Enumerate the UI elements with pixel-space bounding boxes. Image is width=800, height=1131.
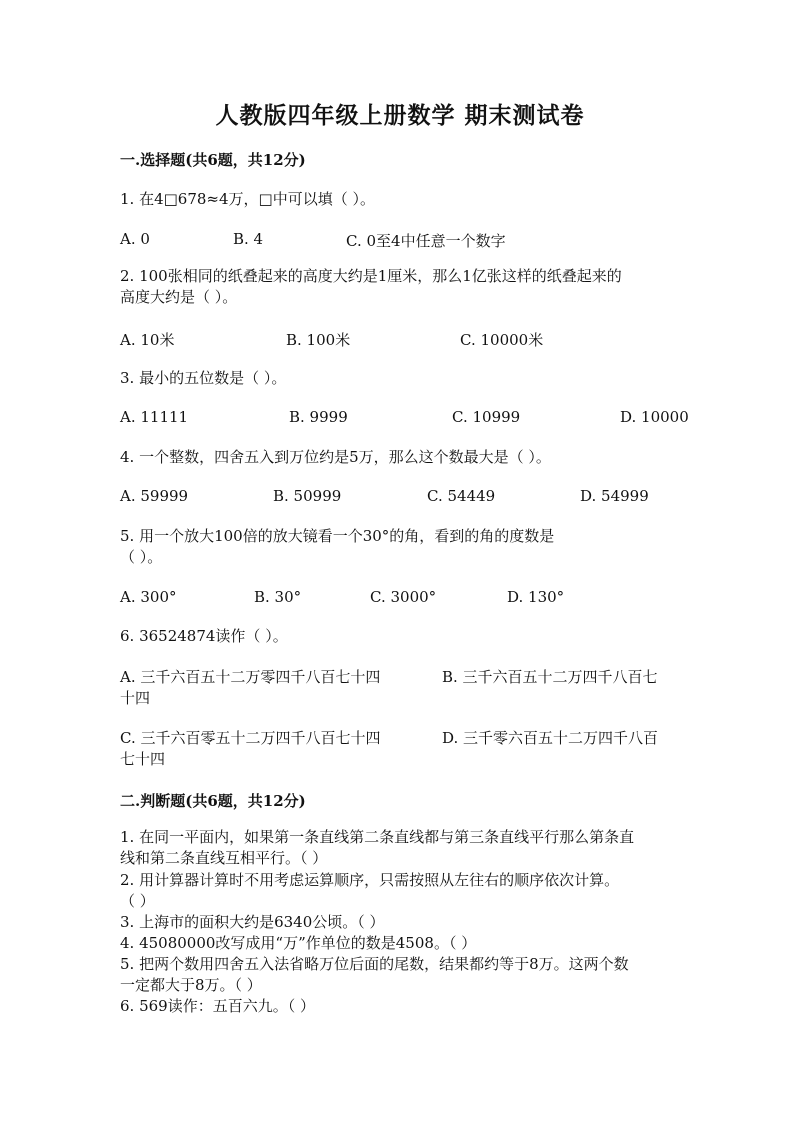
option-b: B. 4 bbox=[233, 230, 264, 248]
option-a: A. 三千六百五十二万零四千八百七十四 bbox=[120, 668, 381, 686]
judgment-line: 4. 45080000改写成用“万”作单位的数是4508。（ ） bbox=[120, 934, 477, 952]
option-d: D. 10000 bbox=[620, 408, 689, 426]
option-c: C. 0至4中任意一个数字 bbox=[346, 232, 506, 250]
judgment-line: 1. 在同一平面内，如果第一条直线第二条直线都与第三条直线平行那么第条直 bbox=[120, 828, 635, 846]
option-a: A. 0 bbox=[120, 230, 150, 248]
option-a: A. 59999 bbox=[120, 487, 189, 505]
option-c: C. 3000° bbox=[370, 588, 437, 606]
page-title: 人教版四年级上册数学 期末测试卷 bbox=[215, 102, 585, 129]
question-stem: 5. 用一个放大100倍的放大镜看一个30°的角，看到的角的度数是 bbox=[120, 527, 555, 545]
question-stem: 3. 最小的五位数是（ ）。 bbox=[120, 369, 287, 387]
option-d: D. 54999 bbox=[580, 487, 649, 505]
option-c: C. 三千六百零五十二万四千八百七十四 bbox=[120, 729, 381, 747]
option-b: B. 50999 bbox=[273, 487, 342, 505]
option-b: B. 9999 bbox=[289, 408, 348, 426]
question-stem: （ ）。 bbox=[120, 548, 163, 566]
judgment-line: 2. 用计算器计算时不用考虑运算顺序，只需按照从左往右的顺序依次计算。 bbox=[120, 871, 620, 889]
judgment-line: 3. 上海市的面积大约是6340公顷。（ ） bbox=[120, 913, 385, 931]
option-d: D. 130° bbox=[507, 588, 565, 606]
option-a: A. 300° bbox=[120, 588, 177, 606]
option-c: C. 10999 bbox=[452, 408, 521, 426]
judgment-line: 5. 把两个数用四舍五入法省略万位后面的尾数，结果都约等于8万。这两个数 bbox=[120, 955, 629, 973]
question-stem: 4. 一个整数，四舍五入到万位约是5万，那么这个数最大是（ ）。 bbox=[120, 448, 551, 466]
section-heading-choice: 一.选择题(共6题，共12分) bbox=[120, 151, 306, 169]
option-c: C. 10000米 bbox=[460, 331, 544, 349]
question-stem: 高度大约是（ ）。 bbox=[120, 288, 238, 306]
option-b: B. 三千六百五十二万四千八百七 bbox=[442, 668, 658, 686]
question-stem: 6. 36524874读作（ ）。 bbox=[120, 627, 288, 645]
judgment-line: （ ） bbox=[120, 892, 155, 910]
question-stem: 1. 在4□678≈4万，□中可以填（ ）。 bbox=[120, 190, 375, 208]
option-d-continued: 七十四 bbox=[120, 750, 166, 768]
option-a: A. 10米 bbox=[120, 331, 175, 349]
option-b: B. 100米 bbox=[286, 331, 351, 349]
option-a: A. 11111 bbox=[120, 408, 189, 426]
question-stem: 2. 100张相同的纸叠起来的高度大约是1厘米，那么1亿张这样的纸叠起来的 bbox=[120, 267, 622, 285]
judgment-line: 线和第二条直线互相平行。（ ） bbox=[120, 849, 328, 867]
option-c: C. 54449 bbox=[427, 487, 496, 505]
option-b-continued: 十四 bbox=[120, 689, 151, 707]
judgment-line: 一定都大于8万。（ ） bbox=[120, 976, 262, 994]
option-b: B. 30° bbox=[254, 588, 302, 606]
option-d: D. 三千零六百五十二万四千八百 bbox=[442, 729, 659, 747]
section-heading-judgment: 二.判断题(共6题，共12分) bbox=[120, 792, 306, 810]
judgment-line: 6. 569读作：五百六九。（ ） bbox=[120, 997, 315, 1015]
